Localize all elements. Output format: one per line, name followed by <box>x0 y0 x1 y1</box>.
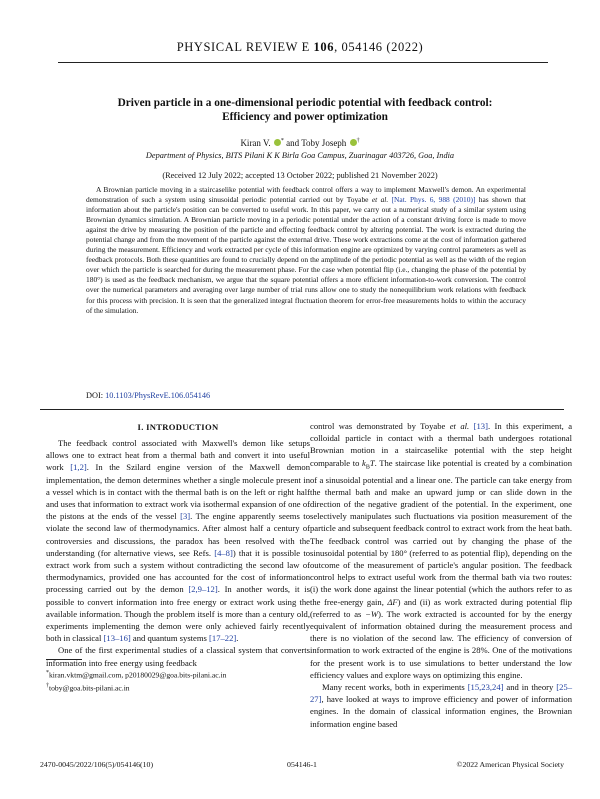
footer-copyright: ©2022 American Physical Society <box>456 760 564 769</box>
right-column <box>310 420 572 730</box>
text: and in theory <box>503 681 557 692</box>
text: . In the Szilard engine version of the Maxwell demon implementation, the demon determines whether a single molecule present in a vessel which is in contact with the thermal bath is on the left or right half and uses that information to extract work via isothermal expansion of one of the pistons at the ends of the vessel <box>46 462 310 522</box>
math-k: k <box>362 457 366 468</box>
author-toby: and Toby Joseph <box>283 138 347 148</box>
affiliation: Department of Physics, BITS Pilani K K Birla Goa Campus, Zuarinagar 403726, Goa, India <box>145 151 455 160</box>
footnote-mark: † <box>46 683 49 690</box>
title-line-1: Driven particle in a one-dimensional periodic potential with feedback control: <box>117 97 493 109</box>
orcid-icon[interactable] <box>274 139 281 146</box>
text: and quantum systems <box>130 633 210 644</box>
header-rule <box>58 62 548 63</box>
author-kiran: Kiran V. <box>240 138 271 148</box>
left-column <box>46 437 310 669</box>
citation-link[interactable]: [13–16] <box>103 633 131 644</box>
text: , have looked at ways to improve efficiency and power of information engines. In the domain of classical information engines, the Brownian information engine based <box>310 694 572 729</box>
abstract <box>86 185 526 316</box>
citation-link[interactable]: [13] <box>473 421 488 431</box>
article-title <box>70 96 540 124</box>
abstract-text: A Brownian particle moving in a staircaselike potential with feedback control offers a way to implement Maxwell's demon. An experimental demonstration of such a system using sinusoidal periodic potential carried out by Toyabe <box>86 185 526 205</box>
paragraph <box>310 681 572 730</box>
section-heading: I. INTRODUCTION <box>137 422 219 432</box>
citation-link[interactable]: [3] <box>180 511 191 522</box>
doi-line <box>86 391 210 400</box>
footnote-2 <box>46 681 310 694</box>
abstract-text: has shown that information about the particle's position can be converted to useful work. In this paper, we carry out a numerical study of a similar system using Brownian dynamics simulation. A Brownian particle moving in a periodic potential under the action of a constant driving force is made to move against the drive by measuring the position of the particle and effecting feedback control by altering potential. The work is extracted during the potential change and from the movement of the particle against the external drive. These work extractions come at the cost of information gathered during the measurement. Efficiency and work extracted per cycle of this information engine are optimized by varying control parameters as well as feedback protocols. Both these quantities are found to crucially depend on the amplitude of the periodic potential as well as the width of the region over which the particle is searched for during the measurement phase. For the case when potential flip (i.e., changing the phase of the potential by 180°) is used as the feedback mechanism, we argue that the square potential offers a more efficient information-to-work conversion. The control over the numerical parameters and averaging over large number of trial runs allow one to study the nonequilibrium work relations with feedback for this process with precision. It is seen that the generalized integral fluctuation theorem for error-free measurements holds to within the accuracy of the simulation. <box>86 195 526 315</box>
author-list <box>0 138 600 148</box>
math-subscript-b: B <box>365 464 370 471</box>
text: . In this experiment, a colloidal particle in contact with a thermal bath undergoes rotational Brownian motion in a staircaselike potential with the step height comparable to <box>310 421 573 468</box>
text: . <box>236 633 239 644</box>
footnote-email[interactable]: toby@goa.bits-pilani.ac.in <box>49 683 130 693</box>
footnote-rule <box>46 659 82 660</box>
journal-volume: 106 <box>313 40 335 54</box>
paragraph <box>310 420 572 681</box>
footnote-mark: * <box>46 670 49 676</box>
paragraph: One of the first experimental studies of a classical system that converts information into free energy using feedback <box>46 645 310 668</box>
journal-article: , 054146 (2022) <box>334 40 424 54</box>
text: The feedback control associated with Maxwell's demon like setups allows one to extract heat from a thermal bath and convert it into useful work <box>46 438 310 473</box>
text: ) and (ii) as work extracted during potential flip (referred to as <box>310 596 572 619</box>
author2-footnote-mark: † <box>356 138 360 144</box>
math-t: T <box>369 457 375 468</box>
text: control was demonstrated by Toyabe <box>310 421 450 431</box>
doi-link[interactable]: 10.1103/PhysRevE.106.054146 <box>105 391 211 400</box>
page-number: 054146-1 <box>287 760 317 769</box>
title-line-2: Efficiency and power optimization <box>222 111 388 123</box>
text: . The staircase like potential is created by a combination of a sinusoidal potential and a linear one. The particle can take energy from the thermal bath and make an upward jump or can slide down in the direction of the negative gradient of the potential. In the experiment, one selectively manipulates such fluctuations via position measurement of the particle and subsequent feedback control to extract work from the heat bath. The feedback control was carried out by changing the phase of the sinusoidal potential by 180° (referred to as potential flip), depending on the outcome of the measurement of particle's angular position. The feedback control helps to extract useful work from the thermal bath via two routes: (i) the work done against the linear potential (which the authors refer to as the free-energy gain, <box>310 457 572 607</box>
footnotes <box>46 668 310 694</box>
citation-link[interactable]: [4–8] <box>214 547 233 558</box>
math-minus-w: −W <box>365 608 379 619</box>
abstract-etal: et al. <box>371 195 389 205</box>
journal-header <box>0 40 600 55</box>
footer-issn: 2470-0045/2022/106(5)/054146(10) <box>40 760 154 769</box>
abstract-reference-link[interactable]: [Nat. Phys. 6, 988 (2010)] <box>391 195 476 205</box>
text: . The engine apparently seems to violate the second law of thermodynamics. After almost half a century of controversies and discussions, the paradox has been resolved with the understanding (for alternative views, see Refs. <box>46 511 310 558</box>
citation-link[interactable]: [25–27] <box>310 681 572 705</box>
text: ) that it is possible to extract work from such a system without contradicting the second law of thermodynamics, provided one has accounted for the cost of information processing carried out by the demon <box>46 547 311 595</box>
received-dates: (Received 12 July 2022; accepted 13 October 2022; published 21 November 2022) <box>162 171 438 180</box>
text: . In another words, it is possible to convert information into free energy or extract work using the available information. Though the problem itself is more than a century old, experiments implementing the demon were only achieved fairly recently both in classical <box>46 584 310 644</box>
citation-link[interactable]: [1,2] <box>70 462 87 473</box>
citation-link[interactable]: [2,9–12] <box>188 584 218 595</box>
footnote-email[interactable]: kiran.vktm@gmail.com, p20180029@goa.bits-pilani.ac.in <box>49 670 227 680</box>
citation-link[interactable]: [17–22] <box>209 633 237 644</box>
author1-footnote-mark: * <box>280 138 284 144</box>
text: Many recent works, both in experiments <box>322 681 468 692</box>
section-separator <box>40 409 564 410</box>
text: ). The work extracted is accounted for by the energy equivalent of information obtained during the measurement process and there is no violation of the second law. The efficiency of conversion of information to work extracted of the engine is 28%. One of the motivations for the present work is to use simulations to better understand the low efficiency values and explore ways on optimizing this engine. <box>310 608 572 680</box>
footnote-1 <box>46 668 310 681</box>
doi-label: DOI: <box>86 391 106 400</box>
math-delta-f: ΔF <box>387 596 398 607</box>
journal-name: PHYSICAL REVIEW E <box>176 40 310 54</box>
text-etal: et al. <box>449 421 470 431</box>
abstract-paragraph <box>86 185 526 316</box>
orcid-icon[interactable] <box>350 139 357 146</box>
citation-link[interactable]: [15,23,24] <box>467 681 504 692</box>
paragraph <box>46 437 310 644</box>
